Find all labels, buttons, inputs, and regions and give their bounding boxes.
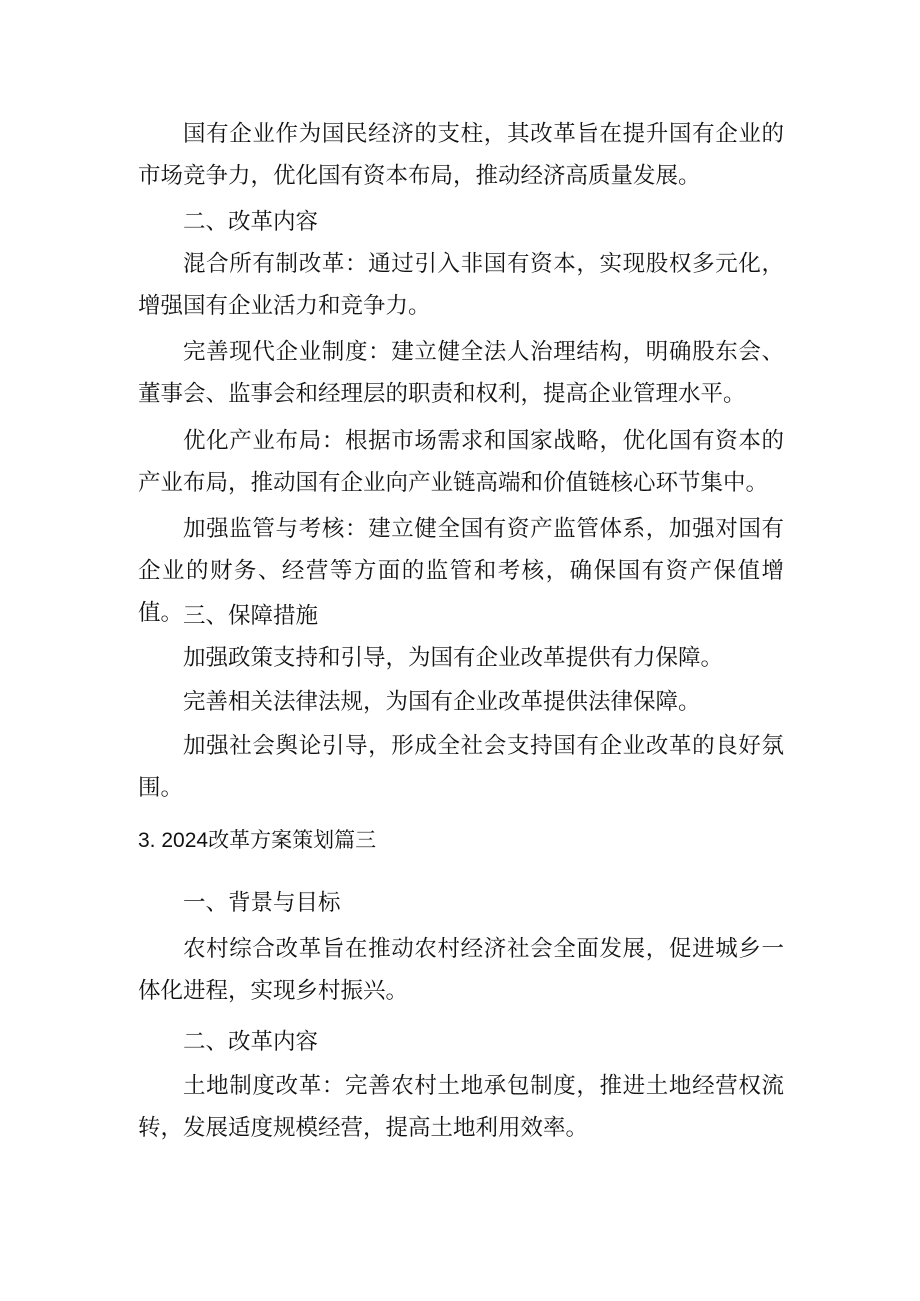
heading-reform-content: 二、改革内容 [183, 209, 319, 235]
paragraph-mixed-ownership: 混合所有制改革：通过引入非国有资本，实现股权多元化，增强国有企业活力和竞争力。 [138, 251, 784, 319]
heading-safeguard-measures: 三、保障措施 [183, 603, 319, 629]
paragraph-background: 农村综合改革旨在推动农村经济社会全面发展，促进城乡一体化进程，实现乡村振兴。 [138, 936, 784, 1004]
section-title: 3. 2024改革方案策划篇三 [138, 829, 377, 852]
paragraph-industry-layout: 优化产业布局：根据市场需求和国家战略，优化国有资本的产业布局，推动国有企业向产业链高端和价值链核心环节集中。 [138, 428, 784, 496]
paragraph-legal-support: 完善相关法律法规，为国有企业改革提供法律保障。 [183, 689, 701, 715]
paragraph-modern-enterprise-system: 完善现代企业制度：建立健全法人治理结构，明确股东会、董事会、监事会和经理层的职责和权利，提高企业管理水平。 [138, 339, 784, 407]
paragraph-policy-support: 加强政策支持和引导，为国有企业改革提供有力保障。 [183, 645, 724, 671]
paragraph-land-system: 土地制度改革：完善农村土地承包制度，推进土地经营权流转，发展适度规模经营，提高土地利用效率。 [138, 1073, 784, 1141]
intro-paragraph: 国有企业作为国民经济的支柱，其改革旨在提升国有企业的市场竞争力，优化国有资本布局，推动经济高质量发展。 [138, 121, 784, 189]
heading-background-goals: 一、背景与目标 [183, 890, 341, 916]
paragraph-supervision: 加强监管与考核：建立健全国有资产监管体系，加强对国有企业的财务、经营等方面的监管和考核，确保国有资产保值增值。 [138, 516, 784, 626]
heading-reform-content-2: 二、改革内容 [183, 1029, 319, 1055]
paragraph-public-opinion: 加强社会舆论引导，形成全社会支持国有企业改革的良好氛围。 [138, 733, 784, 801]
